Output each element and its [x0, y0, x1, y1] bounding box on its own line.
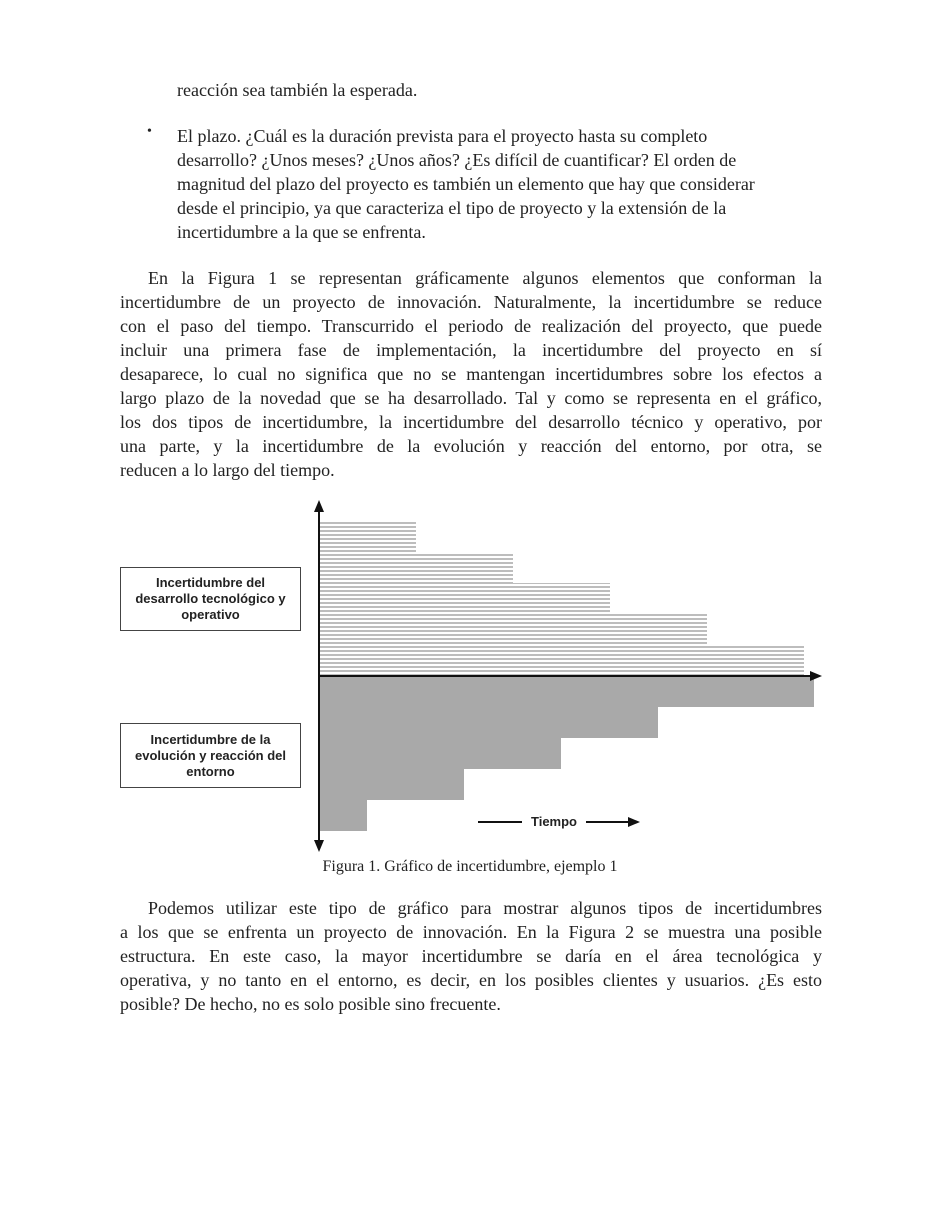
- label-line: operativo: [181, 607, 240, 622]
- time-arrow-head: [628, 817, 640, 827]
- bullet-line: desarrollo? ¿Unos meses? ¿Unos años? ¿Es difícil de cuantificar? El orden de: [177, 150, 737, 170]
- paragraph2-line: Podemos utilizar este tipo de gráfico para mostrar algunos tipos de incertidumbres: [148, 898, 822, 918]
- y-axis-arrow-down: [314, 840, 324, 852]
- x-axis-arrow: [810, 671, 822, 681]
- uncertainty-figure: [110, 498, 830, 858]
- paragraph1-line: una parte, y la incertidumbre de la evolución y reacción del entorno, por otra, se: [120, 436, 822, 456]
- lower-bar-5: [658, 676, 814, 707]
- bullet-line: magnitud del plazo del proyecto es también un elemento que hay que considerar: [177, 174, 755, 194]
- label-line: Incertidumbre de la: [150, 731, 271, 747]
- bullet-line: desde el principio, ya que caracteriza el tipo de proyecto y la extensión de la: [177, 198, 727, 218]
- upper-bar-4: [610, 614, 707, 676]
- paragraph2-line: posible? De hecho, no es solo posible sino frecuente.: [120, 994, 501, 1014]
- upper-bar-5: [707, 645, 804, 676]
- bullet-line: El plazo. ¿Cuál es la duración prevista para el proyecto hasta su completo: [177, 126, 708, 146]
- paragraph1-line: largo plazo de la novedad que se ha desarrollado. Tal y como se representa en el gráfico,: [120, 388, 822, 408]
- upper-bars: [319, 521, 804, 676]
- paragraph1-line: los dos tipos de incertidumbre, la incertidumbre del desarrollo técnico y operativo, por: [120, 412, 822, 432]
- paragraph1-line: incluir una primera fase de implementación, la incertidumbre del proyecto en sí: [120, 340, 822, 360]
- label-line: evolución y reacción del: [135, 747, 286, 763]
- lower-bar-2: [367, 676, 464, 800]
- figure-caption: Figura 1. Gráfico de incertidumbre, ejemplo 1: [322, 858, 618, 875]
- paragraph2-line: operativa, y no tanto en el entorno, es decir, en los posibles clientes y usuarios. ¿Es esto: [120, 970, 822, 990]
- paragraph2-line: estructura. En este caso, la mayor incertidumbre se daría en el área tecnológica y: [120, 946, 822, 966]
- lower-bar-4: [561, 676, 658, 738]
- lower-bar-3: [464, 676, 561, 769]
- lower-bars: [319, 676, 814, 831]
- paragraph2-line: a los que se enfrenta un proyecto de innovación. En la Figura 2 se muestra una posible: [120, 922, 822, 942]
- lower-bar-1: [319, 676, 367, 831]
- upper-bar-1: [319, 521, 416, 676]
- paragraph1-line: En la Figura 1 se representan gráficamente algunos elementos que conforman la: [148, 268, 822, 288]
- label-line: entorno: [186, 763, 235, 779]
- paragraph1-line: incertidumbre de un proyecto de innovación. Naturalmente, la incertidumbre se reduce: [120, 292, 822, 312]
- paragraph1-line: con el paso del tiempo. Transcurrido el periodo de realización del proyecto, que puede: [120, 316, 822, 336]
- paragraph1-line: desaparece, lo cual no significa que no se mantengan incertidumbres sobre los efectos a: [120, 364, 822, 384]
- upper-bar-3: [513, 583, 610, 676]
- text-line: reacción sea también la esperada.: [177, 80, 418, 100]
- upper-bar-2: [416, 552, 513, 676]
- label-line: Incertidumbre del: [155, 575, 266, 590]
- uncertainty-chart: [110, 498, 830, 858]
- label-line: desarrollo tecnológico y: [135, 591, 286, 606]
- bullet-marker: •: [147, 124, 152, 139]
- y-axis-arrow-up: [314, 500, 324, 512]
- bullet-line: incertidumbre a la que se enfrenta.: [177, 222, 426, 242]
- paragraph1-line: reducen a lo largo del tiempo.: [120, 460, 335, 480]
- time-label: Tiempo: [531, 814, 577, 829]
